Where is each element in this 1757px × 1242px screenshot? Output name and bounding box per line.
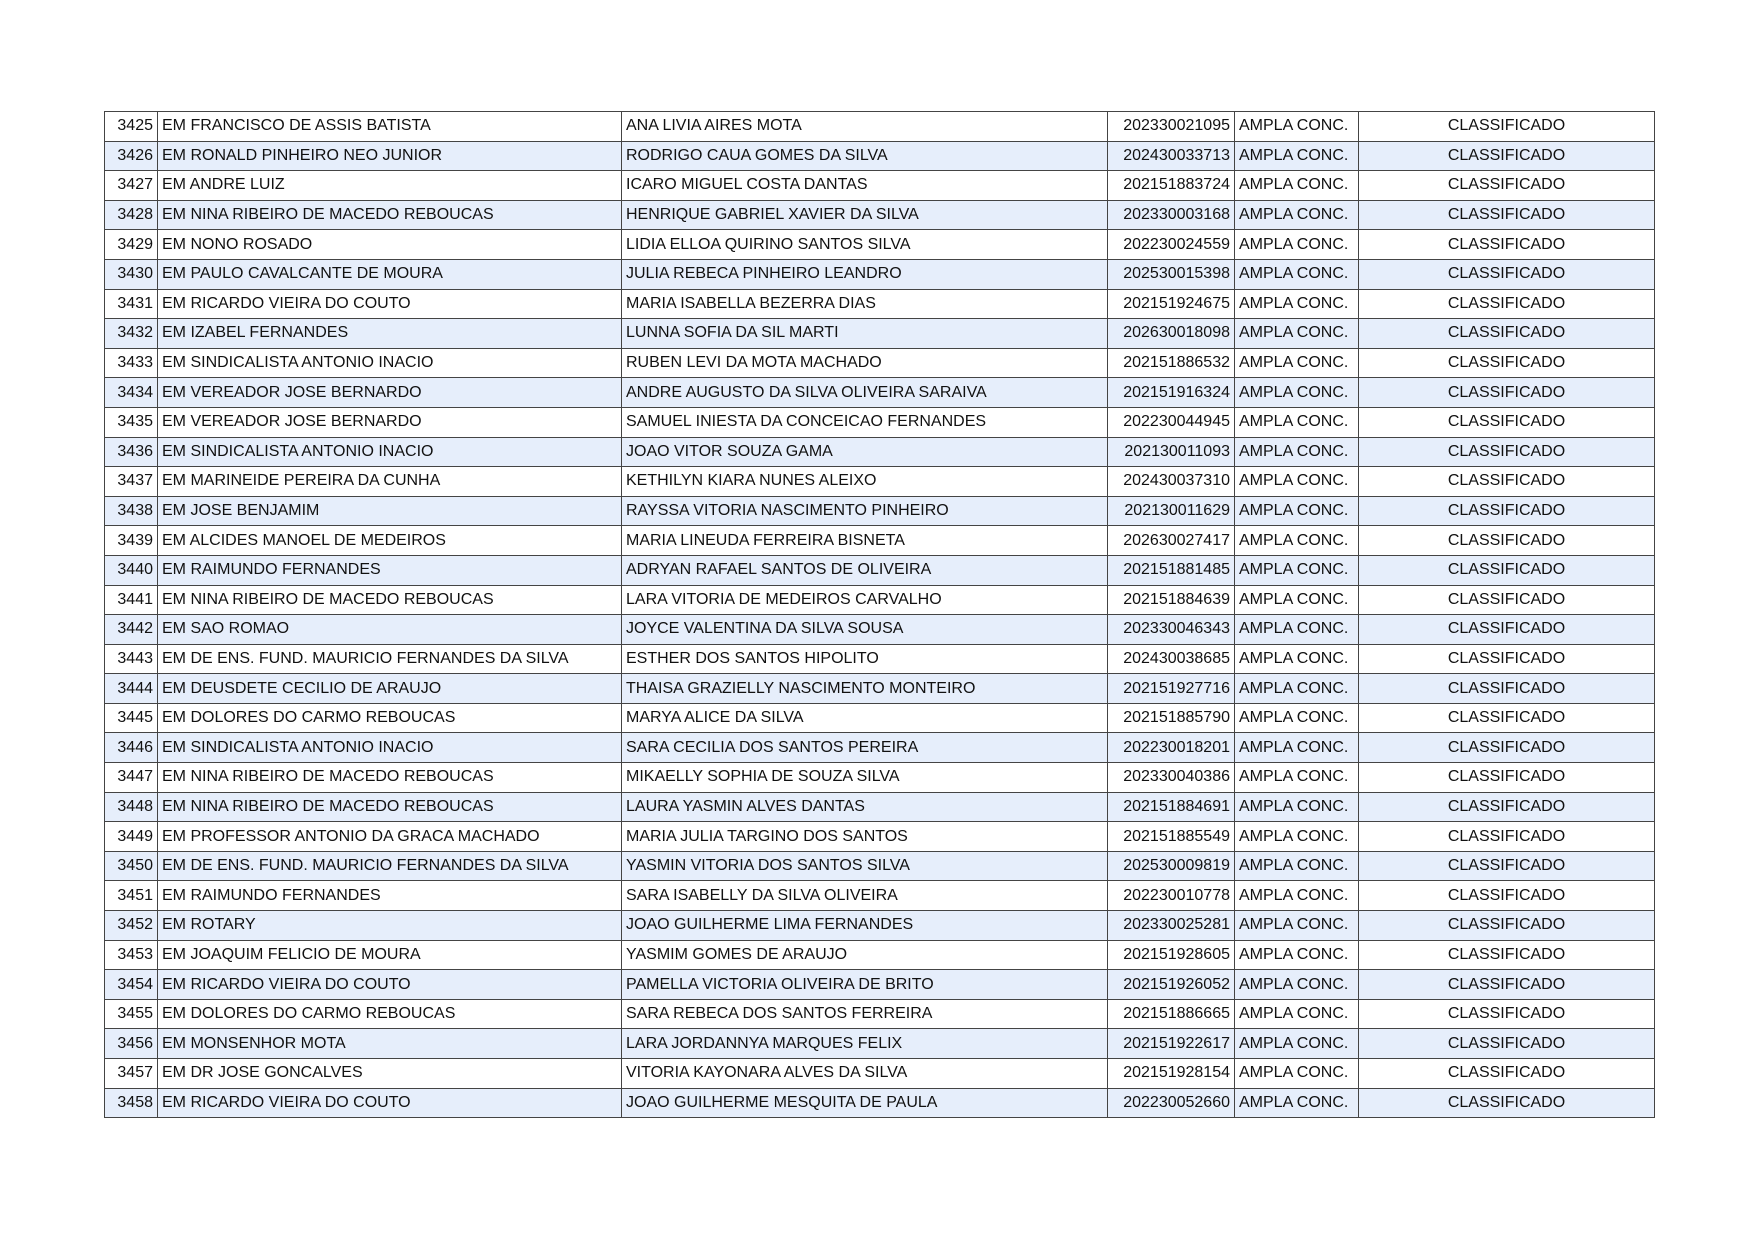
row-number: 3448 [105, 792, 158, 822]
row-number: 3449 [105, 822, 158, 852]
table-row [105, 999, 1655, 1029]
table-row [105, 112, 1655, 142]
school-name: EM FRANCISCO DE ASSIS BATISTA [158, 112, 622, 142]
competition-type: AMPLA CONC. [1235, 1029, 1359, 1059]
competition-type: AMPLA CONC. [1235, 319, 1359, 349]
status-label: CLASSIFICADO [1359, 881, 1655, 911]
competition-type: AMPLA CONC. [1235, 999, 1359, 1029]
competition-type: AMPLA CONC. [1235, 940, 1359, 970]
registration-number: 202151883724 [1108, 171, 1235, 201]
student-name: YASMIN VITORIA DOS SANTOS SILVA [622, 851, 1108, 881]
status-label: CLASSIFICADO [1359, 112, 1655, 142]
student-name: MIKAELLY SOPHIA DE SOUZA SILVA [622, 763, 1108, 793]
table-row [105, 733, 1655, 763]
competition-type: AMPLA CONC. [1235, 171, 1359, 201]
status-label: CLASSIFICADO [1359, 200, 1655, 230]
row-number: 3439 [105, 526, 158, 556]
student-name: ICARO MIGUEL COSTA DANTAS [622, 171, 1108, 201]
status-label: CLASSIFICADO [1359, 526, 1655, 556]
school-name: EM VEREADOR JOSE BERNARDO [158, 378, 622, 408]
status-label: CLASSIFICADO [1359, 467, 1655, 497]
registration-number: 202151885790 [1108, 703, 1235, 733]
registration-number: 202151884639 [1108, 585, 1235, 615]
registration-number: 202151927716 [1108, 674, 1235, 704]
status-label: CLASSIFICADO [1359, 141, 1655, 171]
registration-number: 202151881485 [1108, 555, 1235, 585]
table-row [105, 763, 1655, 793]
competition-type: AMPLA CONC. [1235, 674, 1359, 704]
registration-number: 202230044945 [1108, 407, 1235, 437]
table-row [105, 259, 1655, 289]
competition-type: AMPLA CONC. [1235, 230, 1359, 260]
row-number: 3456 [105, 1029, 158, 1059]
school-name: EM PAULO CAVALCANTE DE MOURA [158, 259, 622, 289]
status-label: CLASSIFICADO [1359, 407, 1655, 437]
student-name: HENRIQUE GABRIEL XAVIER DA SILVA [622, 200, 1108, 230]
registration-number: 202330046343 [1108, 615, 1235, 645]
status-label: CLASSIFICADO [1359, 437, 1655, 467]
school-name: EM RAIMUNDO FERNANDES [158, 881, 622, 911]
student-name: MARIA LINEUDA FERREIRA BISNETA [622, 526, 1108, 556]
school-name: EM SAO ROMAO [158, 615, 622, 645]
row-number: 3440 [105, 555, 158, 585]
row-number: 3428 [105, 200, 158, 230]
school-name: EM ROTARY [158, 911, 622, 941]
competition-type: AMPLA CONC. [1235, 970, 1359, 1000]
status-label: CLASSIFICADO [1359, 1059, 1655, 1089]
competition-type: AMPLA CONC. [1235, 911, 1359, 941]
competition-type: AMPLA CONC. [1235, 378, 1359, 408]
status-label: CLASSIFICADO [1359, 171, 1655, 201]
student-name: RODRIGO CAUA GOMES DA SILVA [622, 141, 1108, 171]
school-name: EM RICARDO VIEIRA DO COUTO [158, 970, 622, 1000]
status-label: CLASSIFICADO [1359, 733, 1655, 763]
registration-number: 202230010778 [1108, 881, 1235, 911]
status-label: CLASSIFICADO [1359, 1088, 1655, 1118]
student-name: LARA VITORIA DE MEDEIROS CARVALHO [622, 585, 1108, 615]
student-name: SARA REBECA DOS SANTOS FERREIRA [622, 999, 1108, 1029]
table-row [105, 200, 1655, 230]
table-row [105, 230, 1655, 260]
table-row [105, 1088, 1655, 1118]
student-name: SARA ISABELLY DA SILVA OLIVEIRA [622, 881, 1108, 911]
school-name: EM NINA RIBEIRO DE MACEDO REBOUCAS [158, 585, 622, 615]
row-number: 3426 [105, 141, 158, 171]
student-name: JOAO VITOR SOUZA GAMA [622, 437, 1108, 467]
table-row [105, 1029, 1655, 1059]
school-name: EM ANDRE LUIZ [158, 171, 622, 201]
school-name: EM DE ENS. FUND. MAURICIO FERNANDES DA SILVA [158, 644, 622, 674]
student-name: ADRYAN RAFAEL SANTOS DE OLIVEIRA [622, 555, 1108, 585]
student-name: MARYA ALICE DA SILVA [622, 703, 1108, 733]
table-row [105, 615, 1655, 645]
row-number: 3446 [105, 733, 158, 763]
student-name: LIDIA ELLOA QUIRINO SANTOS SILVA [622, 230, 1108, 260]
school-name: EM MARINEIDE PEREIRA DA CUNHA [158, 467, 622, 497]
status-label: CLASSIFICADO [1359, 230, 1655, 260]
competition-type: AMPLA CONC. [1235, 467, 1359, 497]
row-number: 3455 [105, 999, 158, 1029]
row-number: 3435 [105, 407, 158, 437]
school-name: EM DOLORES DO CARMO REBOUCAS [158, 999, 622, 1029]
registration-number: 202130011093 [1108, 437, 1235, 467]
row-number: 3437 [105, 467, 158, 497]
school-name: EM SINDICALISTA ANTONIO INACIO [158, 348, 622, 378]
row-number: 3444 [105, 674, 158, 704]
row-number: 3425 [105, 112, 158, 142]
competition-type: AMPLA CONC. [1235, 851, 1359, 881]
student-name: MARIA JULIA TARGINO DOS SANTOS [622, 822, 1108, 852]
row-number: 3447 [105, 763, 158, 793]
status-label: CLASSIFICADO [1359, 703, 1655, 733]
competition-type: AMPLA CONC. [1235, 437, 1359, 467]
student-name: YASMIM GOMES DE ARAUJO [622, 940, 1108, 970]
competition-type: AMPLA CONC. [1235, 141, 1359, 171]
row-number: 3434 [105, 378, 158, 408]
school-name: EM PROFESSOR ANTONIO DA GRACA MACHADO [158, 822, 622, 852]
table-row [105, 585, 1655, 615]
registration-number: 202151886665 [1108, 999, 1235, 1029]
registration-number: 202151885549 [1108, 822, 1235, 852]
school-name: EM DE ENS. FUND. MAURICIO FERNANDES DA SILVA [158, 851, 622, 881]
row-number: 3450 [105, 851, 158, 881]
competition-type: AMPLA CONC. [1235, 526, 1359, 556]
row-number: 3445 [105, 703, 158, 733]
registration-number: 202130011629 [1108, 496, 1235, 526]
registration-number: 202151926052 [1108, 970, 1235, 1000]
table-row [105, 970, 1655, 1000]
student-name: THAISA GRAZIELLY NASCIMENTO MONTEIRO [622, 674, 1108, 704]
student-name: VITORIA KAYONARA ALVES DA SILVA [622, 1059, 1108, 1089]
table-row [105, 526, 1655, 556]
student-name: JULIA REBECA PINHEIRO LEANDRO [622, 259, 1108, 289]
status-label: CLASSIFICADO [1359, 940, 1655, 970]
competition-type: AMPLA CONC. [1235, 881, 1359, 911]
student-name: ESTHER DOS SANTOS HIPOLITO [622, 644, 1108, 674]
competition-type: AMPLA CONC. [1235, 733, 1359, 763]
competition-type: AMPLA CONC. [1235, 1088, 1359, 1118]
student-name: RUBEN LEVI DA MOTA MACHADO [622, 348, 1108, 378]
student-name: ANA LIVIA AIRES MOTA [622, 112, 1108, 142]
row-number: 3443 [105, 644, 158, 674]
status-label: CLASSIFICADO [1359, 615, 1655, 645]
table-row [105, 141, 1655, 171]
table-row [105, 496, 1655, 526]
status-label: CLASSIFICADO [1359, 822, 1655, 852]
student-name: ANDRE AUGUSTO DA SILVA OLIVEIRA SARAIVA [622, 378, 1108, 408]
status-label: CLASSIFICADO [1359, 792, 1655, 822]
student-name: MARIA ISABELLA BEZERRA DIAS [622, 289, 1108, 319]
student-name: JOYCE VALENTINA DA SILVA SOUSA [622, 615, 1108, 645]
registration-number: 202151924675 [1108, 289, 1235, 319]
status-label: CLASSIFICADO [1359, 970, 1655, 1000]
registration-number: 202230018201 [1108, 733, 1235, 763]
competition-type: AMPLA CONC. [1235, 555, 1359, 585]
school-name: EM NINA RIBEIRO DE MACEDO REBOUCAS [158, 763, 622, 793]
table-row [105, 378, 1655, 408]
student-name: SARA CECILIA DOS SANTOS PEREIRA [622, 733, 1108, 763]
results-table-body [105, 112, 1655, 1118]
table-row [105, 940, 1655, 970]
row-number: 3441 [105, 585, 158, 615]
status-label: CLASSIFICADO [1359, 555, 1655, 585]
row-number: 3454 [105, 970, 158, 1000]
student-name: LAURA YASMIN ALVES DANTAS [622, 792, 1108, 822]
registration-number: 202151884691 [1108, 792, 1235, 822]
student-name: JOAO GUILHERME LIMA FERNANDES [622, 911, 1108, 941]
row-number: 3436 [105, 437, 158, 467]
registration-number: 202330040386 [1108, 763, 1235, 793]
competition-type: AMPLA CONC. [1235, 585, 1359, 615]
status-label: CLASSIFICADO [1359, 911, 1655, 941]
table-row [105, 467, 1655, 497]
competition-type: AMPLA CONC. [1235, 496, 1359, 526]
school-name: EM ALCIDES MANOEL DE MEDEIROS [158, 526, 622, 556]
student-name: LUNNA SOFIA DA SIL MARTI [622, 319, 1108, 349]
table-row [105, 674, 1655, 704]
status-label: CLASSIFICADO [1359, 496, 1655, 526]
registration-number: 202330003168 [1108, 200, 1235, 230]
row-number: 3438 [105, 496, 158, 526]
status-label: CLASSIFICADO [1359, 1029, 1655, 1059]
registration-number: 202151916324 [1108, 378, 1235, 408]
competition-type: AMPLA CONC. [1235, 289, 1359, 319]
student-name: SAMUEL INIESTA DA CONCEICAO FERNANDES [622, 407, 1108, 437]
registration-number: 202530015398 [1108, 259, 1235, 289]
table-row [105, 319, 1655, 349]
school-name: EM SINDICALISTA ANTONIO INACIO [158, 437, 622, 467]
competition-type: AMPLA CONC. [1235, 348, 1359, 378]
table-row [105, 911, 1655, 941]
row-number: 3457 [105, 1059, 158, 1089]
registration-number: 202151922617 [1108, 1029, 1235, 1059]
school-name: EM RICARDO VIEIRA DO COUTO [158, 289, 622, 319]
results-table [104, 111, 1655, 1118]
competition-type: AMPLA CONC. [1235, 200, 1359, 230]
registration-number: 202430033713 [1108, 141, 1235, 171]
school-name: EM RAIMUNDO FERNANDES [158, 555, 622, 585]
school-name: EM MONSENHOR MOTA [158, 1029, 622, 1059]
student-name: JOAO GUILHERME MESQUITA DE PAULA [622, 1088, 1108, 1118]
status-label: CLASSIFICADO [1359, 644, 1655, 674]
table-row [105, 703, 1655, 733]
row-number: 3427 [105, 171, 158, 201]
student-name: RAYSSA VITORIA NASCIMENTO PINHEIRO [622, 496, 1108, 526]
status-label: CLASSIFICADO [1359, 851, 1655, 881]
row-number: 3432 [105, 319, 158, 349]
school-name: EM RICARDO VIEIRA DO COUTO [158, 1088, 622, 1118]
competition-type: AMPLA CONC. [1235, 259, 1359, 289]
table-row [105, 792, 1655, 822]
student-name: PAMELLA VICTORIA OLIVEIRA DE BRITO [622, 970, 1108, 1000]
table-row [105, 407, 1655, 437]
status-label: CLASSIFICADO [1359, 348, 1655, 378]
registration-number: 202151928605 [1108, 940, 1235, 970]
school-name: EM NONO ROSADO [158, 230, 622, 260]
school-name: EM IZABEL FERNANDES [158, 319, 622, 349]
competition-type: AMPLA CONC. [1235, 703, 1359, 733]
row-number: 3431 [105, 289, 158, 319]
table-row [105, 1059, 1655, 1089]
status-label: CLASSIFICADO [1359, 319, 1655, 349]
row-number: 3453 [105, 940, 158, 970]
status-label: CLASSIFICADO [1359, 289, 1655, 319]
row-number: 3429 [105, 230, 158, 260]
status-label: CLASSIFICADO [1359, 378, 1655, 408]
school-name: EM NINA RIBEIRO DE MACEDO REBOUCAS [158, 792, 622, 822]
school-name: EM VEREADOR JOSE BERNARDO [158, 407, 622, 437]
student-name: KETHILYN KIARA NUNES ALEIXO [622, 467, 1108, 497]
status-label: CLASSIFICADO [1359, 259, 1655, 289]
row-number: 3442 [105, 615, 158, 645]
registration-number: 202330025281 [1108, 911, 1235, 941]
status-label: CLASSIFICADO [1359, 999, 1655, 1029]
registration-number: 202151928154 [1108, 1059, 1235, 1089]
school-name: EM RONALD PINHEIRO NEO JUNIOR [158, 141, 622, 171]
table-row [105, 348, 1655, 378]
registration-number: 202430038685 [1108, 644, 1235, 674]
registration-number: 202330021095 [1108, 112, 1235, 142]
competition-type: AMPLA CONC. [1235, 112, 1359, 142]
registration-number: 202530009819 [1108, 851, 1235, 881]
registration-number: 202151886532 [1108, 348, 1235, 378]
table-row [105, 822, 1655, 852]
table-row [105, 555, 1655, 585]
competition-type: AMPLA CONC. [1235, 763, 1359, 793]
school-name: EM JOSE BENJAMIM [158, 496, 622, 526]
school-name: EM SINDICALISTA ANTONIO INACIO [158, 733, 622, 763]
registration-number: 202230024559 [1108, 230, 1235, 260]
competition-type: AMPLA CONC. [1235, 822, 1359, 852]
school-name: EM JOAQUIM FELICIO DE MOURA [158, 940, 622, 970]
school-name: EM NINA RIBEIRO DE MACEDO REBOUCAS [158, 200, 622, 230]
status-label: CLASSIFICADO [1359, 763, 1655, 793]
row-number: 3451 [105, 881, 158, 911]
competition-type: AMPLA CONC. [1235, 407, 1359, 437]
competition-type: AMPLA CONC. [1235, 644, 1359, 674]
competition-type: AMPLA CONC. [1235, 615, 1359, 645]
student-name: LARA JORDANNYA MARQUES FELIX [622, 1029, 1108, 1059]
table-row [105, 881, 1655, 911]
row-number: 3430 [105, 259, 158, 289]
row-number: 3452 [105, 911, 158, 941]
table-row [105, 644, 1655, 674]
table-row [105, 437, 1655, 467]
status-label: CLASSIFICADO [1359, 674, 1655, 704]
table-row [105, 851, 1655, 881]
table-row [105, 289, 1655, 319]
registration-number: 202630027417 [1108, 526, 1235, 556]
school-name: EM DOLORES DO CARMO REBOUCAS [158, 703, 622, 733]
competition-type: AMPLA CONC. [1235, 1059, 1359, 1089]
row-number: 3458 [105, 1088, 158, 1118]
competition-type: AMPLA CONC. [1235, 792, 1359, 822]
school-name: EM DR JOSE GONCALVES [158, 1059, 622, 1089]
registration-number: 202430037310 [1108, 467, 1235, 497]
status-label: CLASSIFICADO [1359, 585, 1655, 615]
table-row [105, 171, 1655, 201]
registration-number: 202630018098 [1108, 319, 1235, 349]
school-name: EM DEUSDETE CECILIO DE ARAUJO [158, 674, 622, 704]
row-number: 3433 [105, 348, 158, 378]
registration-number: 202230052660 [1108, 1088, 1235, 1118]
